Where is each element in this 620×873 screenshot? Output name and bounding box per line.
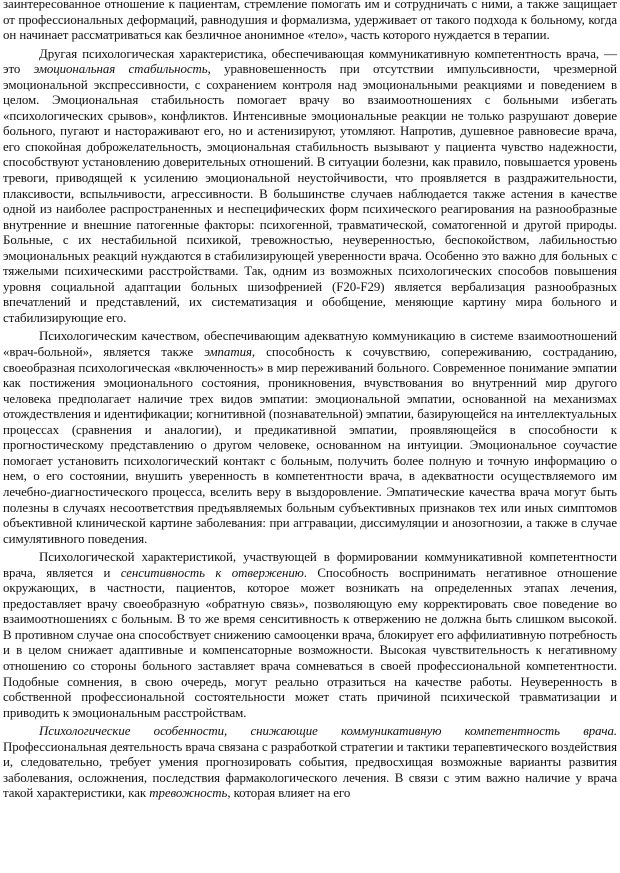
term-rejection-sensitivity: сенситивность к отвержению	[120, 565, 304, 580]
term-emotional-stability: эмоциональная стабильность	[33, 62, 208, 77]
paragraph-5-text-a: Профессиональная деятельность врача связана с разработкой стратегии и тактики терапевтического воздействия и, следовательно, требует умения прогнозировать события, предвосхищая возможные варианты развития заболевания, осложнения, последствия фармакологического лечения. В связи с этим важно наличие у врача такой характеристики, как	[3, 739, 617, 801]
section-heading-reducing-features: Психологические особенности, снижающие коммуникативную компетентность врача.	[39, 724, 617, 739]
paragraph-5	[3, 724, 617, 802]
paragraph-1	[3, 0, 617, 44]
term-empathy: эмпатия	[204, 345, 252, 360]
paragraph-2-text-a: Другая психологическая характеристика, обеспечивающая коммуникативную компетентность врача, — это	[3, 46, 617, 77]
paragraph-3-text-b: , способность к сочувствию, сопереживанию, состраданию, своеобразная психологическая «включенность» в мир переживаний больного. Современное понимание эмпатии как постижения эмоционального состояния, проникновения, вчувствования во внутренний мир другого человека предполагает наличие трех видов эмпатии: эмоциональной эмпатии, основанной на механизмах отождествления и идентификации; когнитивной (познавательной) эмпатии, базирующейся на интеллектуальных процессах (сравнения и аналогии), и предикативной эмпатии, проявляющейся в способности к прогностическому представлению о другом человеке, основанном на интуиции. Эмоциональное соучастие помогает установить психологический контакт с больным, получить более полную и точную информацию о нем, о его состоянии, внушить уверенность в компетентности врача, в адекватности осуществляемого им лечебно-диагностического процесса, вселить веру в выздоровление. Эмпатические качества врача могут быть полезны в случаях несоответствия предъявляемых больным субъективных признаков тех или иных симптомов объективной клинической картине заболевания: при аггравации, диссимуляции и анозогнозии, а также в случае симулятивного поведения.	[3, 345, 617, 546]
paragraph-2	[3, 47, 617, 327]
paragraph-4	[3, 550, 617, 721]
paragraph-3	[3, 329, 617, 547]
paragraph-4-text-a: Психологической характеристикой, участвующей в формировании коммуникативной компетентности врача, является и	[3, 550, 617, 580]
term-anxiety: тревожность	[149, 786, 228, 801]
paragraph-2-text-b: , уравновешенность при отсутствии импульсивности, чрезмерной эмоциональной экспрессивности, с сохранением контроля над эмоциональными реакциями и поведением в целом. Эмоциональная стабильность помогает врачу во взаимоотношениях с больными избегать «психологических срывов», конфликтов. Интенсивные эмоциональные реакции не только разрушают доверие больного, пугают и настораживают его, но и астенизируют, утомляют. Напротив, душевное равновесие врача, его спокойная доброжелательность, эмоциональная стабильность вызывают у пациента чувство надежности, способствуют установлению доверительных отношений. В ситуации болезни, как правило, повышается уровень тревоги, приводящей к усилению эмоциональной неустойчивости, что проявляется в раздражительности, плаксивости, вспыльчивости, агрессивности. В большинстве случаев наблюдается также астения в качестве одной из наиболее распространенных и неспецифических форм психического реагирования на разнообразные внутренние и внешние патогенные факторы: психогенной, травматической, соматогенной и другой природы. Больные, с их нестабильной психикой, тревожностью, неуверенностью, беспокойством, лабильностью эмоциональных реакций нуждаются в стабилизирующей уверенности врача. Особенно это важно для больных с тяжелыми психическими расстройствами. Так, одним из возможных психологических способов повышения уровня социальной адаптации больных шизофренией (F20-F29) является вербализация разнообразных впечатлений и представлений, их систематизация и обобщение, меняющие картину мира больного и стабилизирующие его.	[3, 62, 617, 325]
paragraph-3-text-a: Психологическим качеством, обеспечивающим адекватную коммуникацию в системе взаимоотношений «врач-больной», является также	[3, 329, 617, 360]
paragraph-4-text-b: . Способность воспринимать негативное отношение окружающих, в частности, пациентов, которое может возникать на определенных этапах лечения, предоставляет врачу своеобразную «обратную связь», позволяющую ему корректировать свое поведение во взаимоотношениях с больным. В то же время сенситивность к отвержению не должна быть слишком высокой. В противном случае она способствует снижению самооценки врача, блокирует его аффилиативную потребность и в целом снижает адаптивные и компенсаторные возможности. Высокая чувствительность к негативному отношению со стороны больного заставляет врача сомневаться в своей профессиональной компетентности. Подобные сомнения, в свою очередь, могут реально отразиться на качестве работы. Неуверенность в собственной профессиональной состоятельности может стать причиной психической травматизации и приводить к эмоциональным расстройствам.	[3, 565, 617, 720]
paragraph-1-text: заинтересованное отношение к пациентам, стремление помогать им и сотрудничать с ними, а также защищает от профессиональных деформаций, равнодушия и формализма, удерживает от такого подхода к больному, когда он начинает рассматриваться как безличное анонимное «тело», часть которого нуждается в терапии.	[3, 0, 617, 43]
paragraph-5-text-b: , которая влияет на его	[227, 786, 351, 801]
